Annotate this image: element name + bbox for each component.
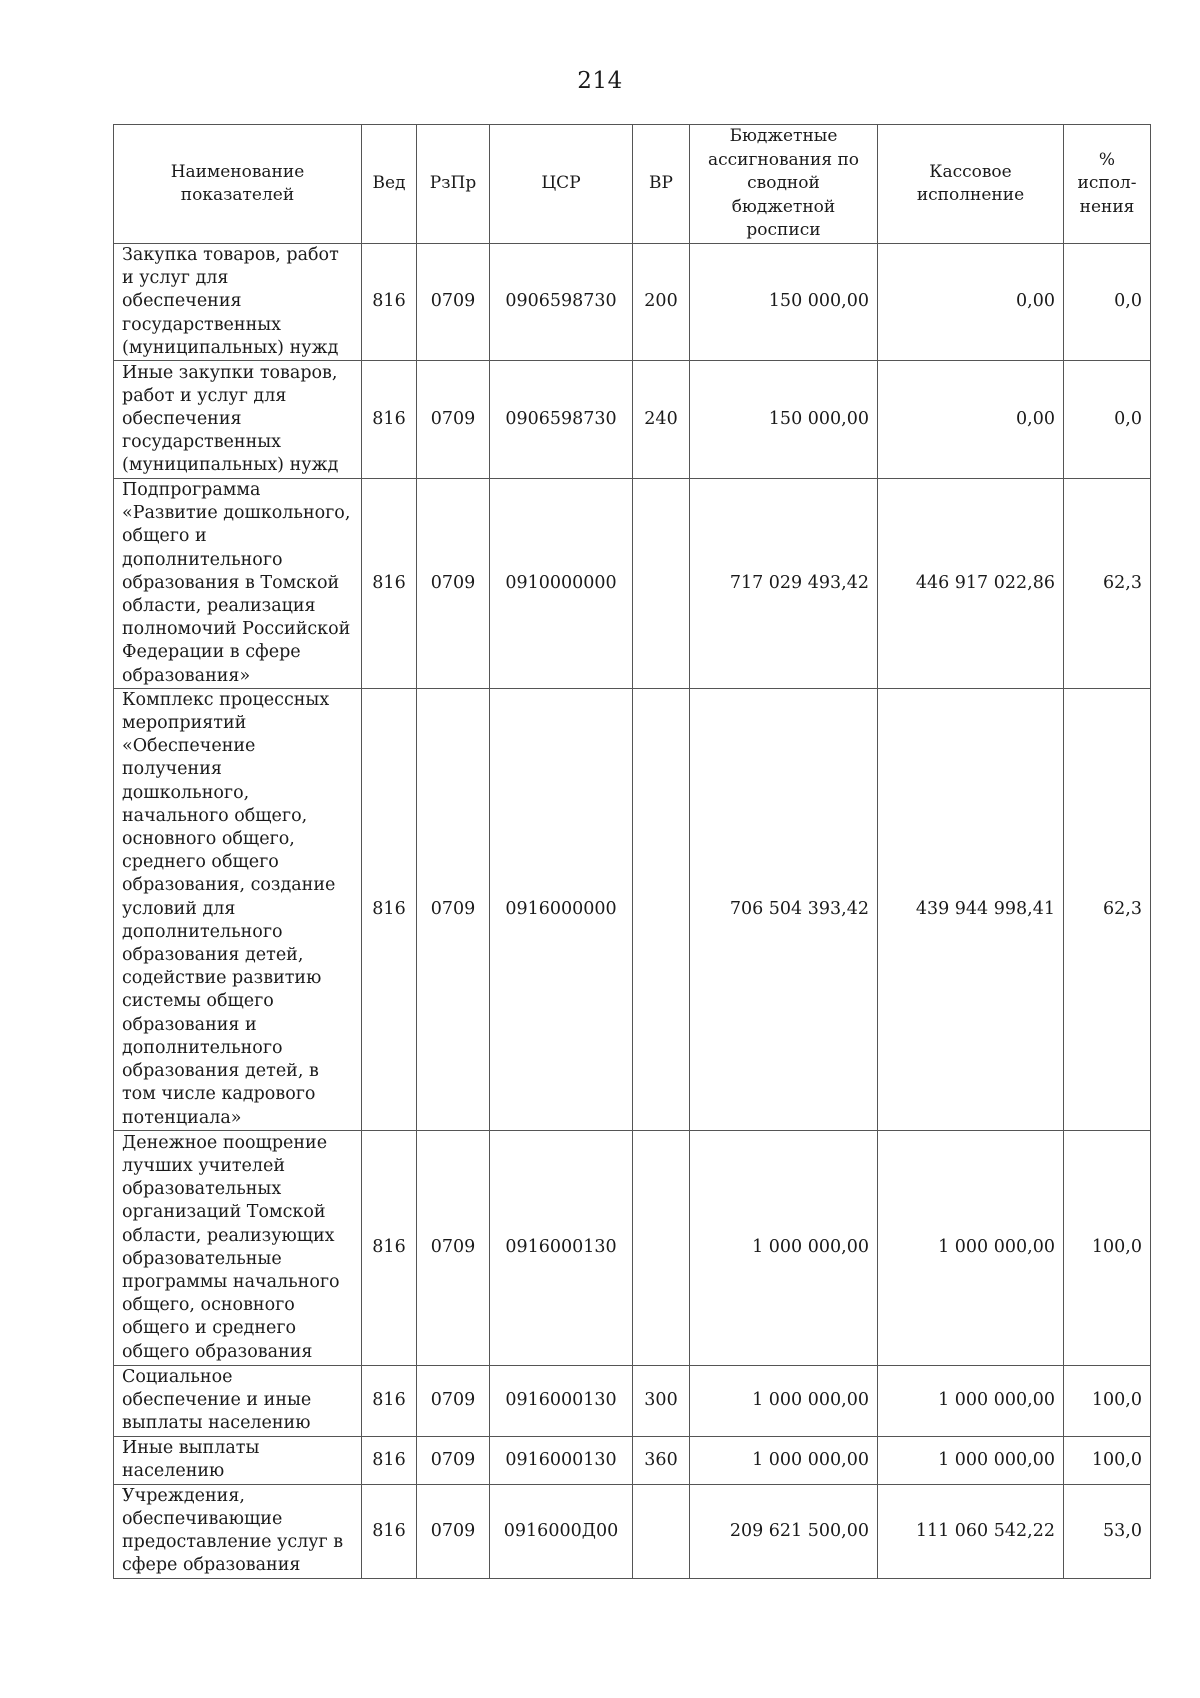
row-pct: 100,0 (1064, 1130, 1151, 1365)
row-ved: 816 (362, 1436, 417, 1484)
row-plan: 209 621 500,00 (690, 1484, 878, 1578)
row-vr (633, 688, 690, 1130)
table-row (114, 1365, 1151, 1436)
row-pct: 100,0 (1064, 1436, 1151, 1484)
table-row (114, 479, 1151, 689)
header-name: Наименование показателей (114, 125, 362, 244)
row-vr: 300 (633, 1365, 690, 1436)
page-number: 214 (577, 68, 623, 94)
row-plan: 1 000 000,00 (690, 1365, 878, 1436)
table-row (114, 1484, 1151, 1578)
header-plan: Бюджетные ассигнования по сводной бюджетной росписи (690, 125, 878, 244)
row-plan: 717 029 493,42 (690, 479, 878, 689)
row-rzpr: 0709 (417, 688, 490, 1130)
row-rzpr: 0709 (417, 1365, 490, 1436)
row-vr (633, 479, 690, 689)
row-pct: 62,3 (1064, 479, 1151, 689)
row-csr: 0916000Д00 (490, 1484, 633, 1578)
row-rzpr: 0709 (417, 361, 490, 479)
row-name: Комплекс процессных мероприятий «Обеспечение получения дошкольного, начального общего, основного общего, среднего общего образования, создание условий для дополнительного образования детей, содействие развитию системы общего образования и дополнительного образования детей, в том числе кадрового потенциала» (114, 688, 362, 1130)
row-fact: 1 000 000,00 (878, 1130, 1064, 1365)
row-ved: 816 (362, 479, 417, 689)
header-vr: ВР (633, 125, 690, 244)
row-csr: 0906598730 (490, 361, 633, 479)
header-rzpr: РзПр (417, 125, 490, 244)
row-plan: 150 000,00 (690, 244, 878, 361)
table-row (114, 361, 1151, 479)
table-row (114, 244, 1151, 361)
row-rzpr: 0709 (417, 244, 490, 361)
row-plan: 1 000 000,00 (690, 1436, 878, 1484)
table-row (114, 688, 1151, 1130)
row-rzpr: 0709 (417, 1130, 490, 1365)
row-rzpr: 0709 (417, 1436, 490, 1484)
row-name: Социальное обеспечение и иные выплаты населению (114, 1365, 362, 1436)
table-row (114, 1436, 1151, 1484)
row-fact: 111 060 542,22 (878, 1484, 1064, 1578)
row-ved: 816 (362, 688, 417, 1130)
row-name: Подпрограмма «Развитие дошкольного, общего и дополнительного образования в Томской области, реализация полномочий Российской Федерации в сфере образования» (114, 479, 362, 689)
header-ved: Вед (362, 125, 417, 244)
row-fact: 0,00 (878, 244, 1064, 361)
row-name: Иные закупки товаров, работ и услуг для обеспечения государственных (муниципальных) нужд (114, 361, 362, 479)
row-fact: 446 917 022,86 (878, 479, 1064, 689)
row-ved: 816 (362, 361, 417, 479)
row-rzpr: 0709 (417, 479, 490, 689)
row-fact: 0,00 (878, 361, 1064, 479)
row-plan: 150 000,00 (690, 361, 878, 479)
row-name: Учреждения, обеспечивающие предоставление услуг в сфере образования (114, 1484, 362, 1578)
row-pct: 0,0 (1064, 361, 1151, 479)
row-csr: 0916000130 (490, 1130, 633, 1365)
row-vr (633, 1130, 690, 1365)
table-header-row (114, 125, 1151, 244)
row-fact: 439 944 998,41 (878, 688, 1064, 1130)
header-fact: Кассовое исполнение (878, 125, 1064, 244)
row-vr: 360 (633, 1436, 690, 1484)
row-ved: 816 (362, 1365, 417, 1436)
row-csr: 0916000130 (490, 1436, 633, 1484)
row-ved: 816 (362, 244, 417, 361)
row-ved: 816 (362, 1130, 417, 1365)
row-csr: 0916000000 (490, 688, 633, 1130)
row-pct: 53,0 (1064, 1484, 1151, 1578)
table-row (114, 1130, 1151, 1365)
row-rzpr: 0709 (417, 1484, 490, 1578)
row-vr: 240 (633, 361, 690, 479)
header-csr: ЦСР (490, 125, 633, 244)
row-vr: 200 (633, 244, 690, 361)
row-fact: 1 000 000,00 (878, 1365, 1064, 1436)
row-pct: 0,0 (1064, 244, 1151, 361)
row-plan: 1 000 000,00 (690, 1130, 878, 1365)
row-vr (633, 1484, 690, 1578)
row-csr: 0916000130 (490, 1365, 633, 1436)
row-pct: 100,0 (1064, 1365, 1151, 1436)
row-csr: 0910000000 (490, 479, 633, 689)
row-csr: 0906598730 (490, 244, 633, 361)
row-name: Иные выплаты населению (114, 1436, 362, 1484)
header-pct: % испол-нения (1064, 125, 1151, 244)
budget-execution-table (113, 124, 1151, 1579)
row-pct: 62,3 (1064, 688, 1151, 1130)
row-name: Закупка товаров, работ и услуг для обеспечения государственных (муниципальных) нужд (114, 244, 362, 361)
row-ved: 816 (362, 1484, 417, 1578)
row-name: Денежное поощрение лучших учителей образовательных организаций Томской области, реализующих образовательные программы начального общего, основного общего и среднего общего образования (114, 1130, 362, 1365)
row-fact: 1 000 000,00 (878, 1436, 1064, 1484)
row-plan: 706 504 393,42 (690, 688, 878, 1130)
